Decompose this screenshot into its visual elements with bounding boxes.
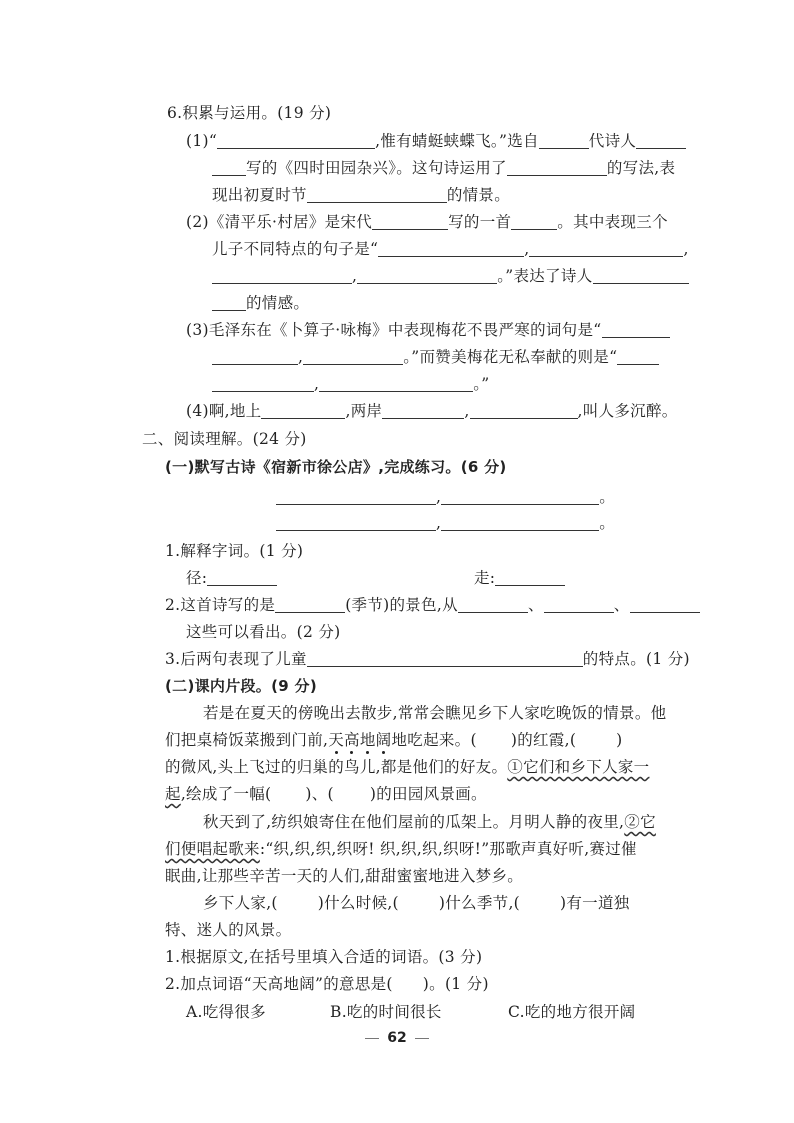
passage-text: )的田园风景画。 <box>369 785 487 803</box>
q6-p1-text-g: 的情景。 <box>446 186 511 204</box>
q6-p3-text-a: (3)毛泽东在《卜算子·咏梅》中表现梅花不畏严寒的词句是“ <box>186 321 602 339</box>
passage-p1-l1: 若是在夏天的傍晚出去散步,常常会瞧见乡下人家吃晚饭的情景。他 <box>203 704 667 722</box>
part2-q2 <box>165 973 489 995</box>
blank[interactable] <box>307 650 583 667</box>
wavy-sentence-2: ②它 <box>624 813 656 831</box>
passage-text: 地吃起来。( <box>391 731 477 749</box>
dotted-char: 地 <box>359 731 376 749</box>
blank[interactable] <box>593 267 689 284</box>
q6-p3-line3 <box>212 373 490 395</box>
blank[interactable] <box>511 213 557 230</box>
blank[interactable] <box>276 514 436 531</box>
option-b[interactable]: B.吃的时间很长 <box>330 1003 442 1021</box>
poem-comma: , <box>436 488 442 506</box>
part1-q3 <box>165 648 690 670</box>
blank[interactable] <box>636 132 686 149</box>
q6-p3-line2 <box>212 346 659 368</box>
q6-p2-text-a: (2)《清平乐·村居》是宋代 <box>186 213 373 231</box>
dotted-char: 天 <box>328 731 345 749</box>
q6-p1-open: (1)“ <box>186 132 218 150</box>
part1-q1-jing <box>186 567 277 589</box>
part2-q1: 1.根据原文,在括号里填入合适的词语。(3 分) <box>165 948 483 966</box>
page-number-dash-left <box>365 1038 379 1039</box>
blank[interactable] <box>212 159 246 176</box>
poem-line1 <box>276 486 615 508</box>
q6-p2-text-d: 儿子不同特点的句子是“ <box>212 240 379 258</box>
passage-p1-l3 <box>165 756 649 778</box>
q6-p1-text-d: 写的《四时田园杂兴》。这句诗运用了 <box>246 159 507 177</box>
passage-text: 乡下人家,( <box>203 894 278 912</box>
q6-p3-line1 <box>186 319 670 341</box>
blank[interactable] <box>212 348 298 365</box>
blank[interactable] <box>319 375 473 392</box>
blank[interactable] <box>207 569 277 586</box>
part1-q1: 1.解释字词。(1 分) <box>165 542 304 560</box>
q6-p4-line1 <box>186 400 678 422</box>
blank[interactable] <box>212 294 246 311</box>
passage-text: ,绘成了一幅( <box>180 785 272 803</box>
q2-text: )。(1 分) <box>422 975 489 993</box>
blank[interactable] <box>495 569 565 586</box>
blank[interactable] <box>307 186 447 203</box>
wavy-sentence-2-end: 们便唱起歌来 <box>165 840 260 858</box>
passage-text: )什么时候,( <box>317 894 399 912</box>
blank[interactable] <box>382 402 464 419</box>
poem-comma: , <box>436 514 442 532</box>
poem-period: 。 <box>599 514 616 532</box>
poem-line2 <box>276 512 615 534</box>
q6-p2-line2 <box>212 238 689 260</box>
passage-p1-l4 <box>165 783 487 805</box>
blank[interactable] <box>441 488 599 505</box>
q6-p1-line3 <box>212 184 510 206</box>
q6-p4-text-c: , <box>464 402 470 420</box>
blank[interactable] <box>529 240 683 257</box>
passage-p2-l3: 眠曲,让那些辛苦一天的人们,甜甜蜜蜜地进入梦乡。 <box>165 867 524 885</box>
q6-p3-text-c: 。”而赞美梅花无私奉献的则是“ <box>403 348 618 366</box>
blank[interactable] <box>357 267 497 284</box>
q6-p2-text-g: , <box>352 267 358 285</box>
part1-q2-line1 <box>165 594 700 616</box>
q6-p4-text-a: (4)啊,地上 <box>186 402 262 420</box>
passage-text: )的红霞,( <box>510 731 577 749</box>
q6-p1-line2 <box>212 157 675 179</box>
part1-title: (一)默写古诗《宿新市徐公店》,完成练习。(6 分) <box>165 458 507 476</box>
q6-p2-text-e: , <box>524 240 530 258</box>
blank[interactable] <box>276 488 436 505</box>
dotted-char: 阔 <box>375 731 392 749</box>
blank[interactable] <box>217 132 375 149</box>
passage-p2-l2 <box>165 838 637 860</box>
wavy-sentence-1: ①它们和乡下人家一 <box>507 758 650 776</box>
page-number <box>0 1030 794 1046</box>
q6-p2-line1 <box>186 211 668 233</box>
blank[interactable] <box>458 596 528 613</box>
passage-text: ) <box>616 731 623 749</box>
part2-title: (二)课内片段。(9 分) <box>165 677 317 695</box>
section2-title: 二、阅读理解。(24 分) <box>142 430 307 448</box>
blank[interactable] <box>507 159 607 176</box>
passage-text: :“织,织,织,织呀! 织,织,织,织呀!”那歌声真好听,赛过催 <box>259 840 637 858</box>
q2-text-c: 、 <box>527 596 544 614</box>
blank[interactable] <box>617 348 659 365</box>
passage-text: )有一道独 <box>560 894 630 912</box>
q6-p1-line1 <box>186 130 686 152</box>
passage-text: )什么季节,( <box>438 894 521 912</box>
q2-text-b: (季节)的景色,从 <box>345 596 458 614</box>
page-number-text: 62 <box>387 1030 407 1046</box>
passage-p3-l2: 特、迷人的风景。 <box>165 921 292 939</box>
dotted-char: 高 <box>344 731 360 749</box>
q6-title: 6.积累与运用。(19 分) <box>167 104 332 122</box>
option-c[interactable]: C.吃的地方很开阔 <box>508 1003 636 1021</box>
blank[interactable] <box>602 321 670 338</box>
page-number-dash-right <box>415 1038 429 1039</box>
blank[interactable] <box>544 596 614 613</box>
blank[interactable] <box>372 213 448 230</box>
q2-text-d: 、 <box>613 596 630 614</box>
blank[interactable] <box>275 596 345 613</box>
blank[interactable] <box>539 132 589 149</box>
blank[interactable] <box>470 402 578 419</box>
part1-q2-line2: 这些可以看出。(2 分) <box>186 623 341 641</box>
passage-text: 们把桌椅饭菜搬到门前, <box>165 731 329 749</box>
q3-text-a: 3.后两句表现了儿童 <box>165 650 307 668</box>
passage-text: 秋天到了,纺织娘寄住在他们屋前的瓜架上。月明人静的夜里, <box>203 813 625 831</box>
q6-p1-text-f: 现出初夏时节 <box>212 186 307 204</box>
q6-p3-text-e: 。” <box>473 375 490 393</box>
blank[interactable] <box>378 240 524 257</box>
q6-p1-text-e: 的写法,表 <box>606 159 676 177</box>
q2-text: 2.加点词语“天高地阔”的意思是( <box>165 975 393 993</box>
q6-p3-text-d: , <box>314 375 320 393</box>
q6-p3-text-b: , <box>298 348 304 366</box>
q6-p4-text-b: ,两岸 <box>345 402 383 420</box>
passage-text: )、( <box>305 785 334 803</box>
blank[interactable] <box>212 375 314 392</box>
q6-p1-text-b: ,惟有蜻蜓蛱蝶飞。”选自 <box>375 132 539 150</box>
option-a[interactable]: A.吃得很多 <box>186 1003 266 1021</box>
label-zou: 走: <box>474 569 496 587</box>
blank[interactable] <box>630 596 700 613</box>
blank[interactable] <box>441 514 599 531</box>
q2-text-a: 2.这首诗写的是 <box>165 596 276 614</box>
q6-p2-line4 <box>212 292 309 314</box>
passage-text: 的微风,头上飞过的归巢的鸟儿,都是他们的好友。 <box>165 758 508 776</box>
q6-p2-line3 <box>212 265 689 287</box>
q6-p4-text-d: ,叫人多沉醉。 <box>577 402 678 420</box>
passage-p2-l1 <box>203 811 656 833</box>
blank[interactable] <box>212 267 352 284</box>
passage-p3-l1 <box>203 892 630 914</box>
label-jing: 径: <box>186 569 208 587</box>
blank[interactable] <box>303 348 403 365</box>
q6-p2-text-c: 。其中表现三个 <box>557 213 668 231</box>
q6-p2-text-i: 的情感。 <box>246 294 310 312</box>
q3-text-b: 的特点。(1 分) <box>582 650 690 668</box>
poem-period: 。 <box>599 488 616 506</box>
passage-p1-l2 <box>165 729 623 751</box>
wavy-sentence-1-end: 起 <box>165 785 181 803</box>
q6-p2-text-f: , <box>683 240 689 258</box>
q6-p2-text-b: 写的一首 <box>448 213 512 231</box>
q6-p1-text-c: 代诗人 <box>588 132 637 150</box>
blank[interactable] <box>261 402 345 419</box>
part1-q1-zou <box>474 567 565 589</box>
q6-p2-text-h: 。”表达了诗人 <box>497 267 593 285</box>
